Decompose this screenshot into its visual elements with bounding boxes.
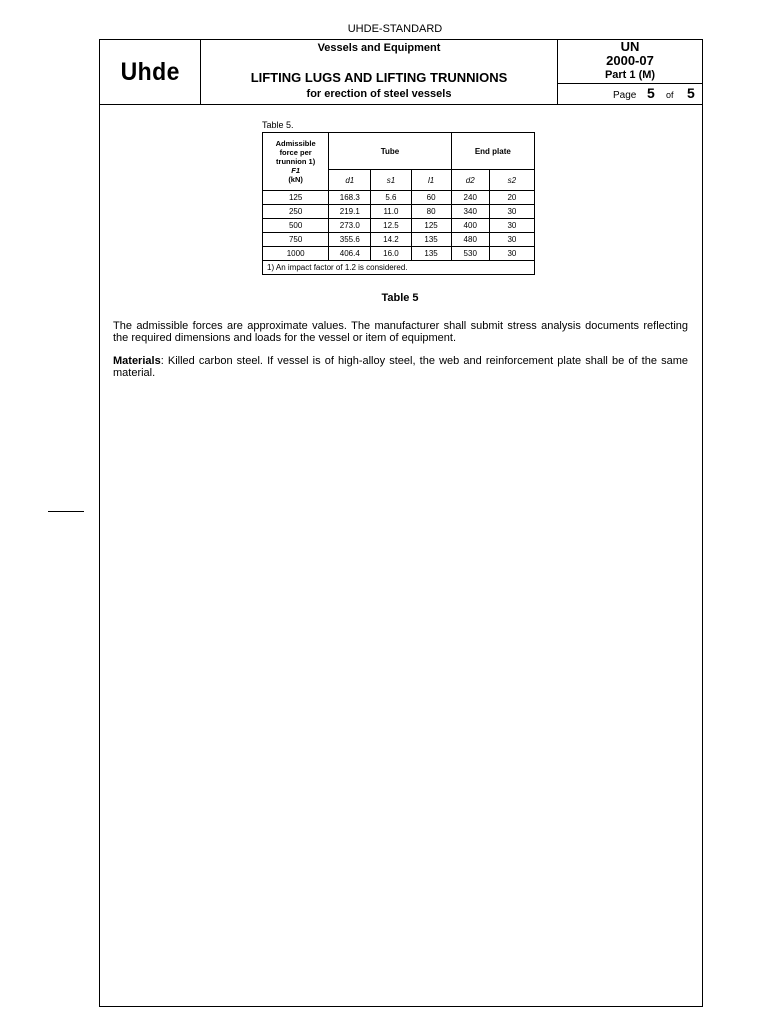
table-cell: 340 bbox=[451, 205, 489, 219]
document-series: Vessels and Equipment bbox=[317, 42, 441, 54]
table-cell: 20 bbox=[489, 191, 534, 205]
page-indicator bbox=[558, 83, 702, 105]
table-cell: 12.5 bbox=[371, 219, 411, 233]
table-row bbox=[263, 219, 535, 233]
force-column-header bbox=[263, 133, 329, 191]
table-cell: 406.4 bbox=[329, 247, 371, 261]
force-header-symbol: F1 bbox=[291, 166, 300, 175]
page-label: Page bbox=[613, 90, 637, 101]
logo-cell bbox=[100, 40, 201, 104]
table-cell: 355.6 bbox=[329, 233, 371, 247]
document-title: LIFTING LUGS AND LIFTING TRUNNIONS bbox=[250, 70, 508, 85]
document-subtitle: for erection of steel vessels bbox=[306, 88, 452, 100]
table-cell: 14.2 bbox=[371, 233, 411, 247]
body-paragraph: The admissible forces are approximate values. The manufacturer shall submit stress analysis documents reflecting the required dimensions and loads for the vessel or item of equipment. bbox=[113, 320, 688, 344]
page-total: 5 bbox=[687, 85, 695, 101]
symbol-header: d2 bbox=[451, 170, 489, 191]
table-cell: 273.0 bbox=[329, 219, 371, 233]
symbol-header: s1 bbox=[371, 170, 411, 191]
end-plate-group-header: End plate bbox=[451, 133, 534, 170]
table-cell: 219.1 bbox=[329, 205, 371, 219]
table-row bbox=[263, 247, 535, 261]
table-cell: 135 bbox=[411, 247, 451, 261]
tube-group-header: Tube bbox=[329, 133, 451, 170]
table-cell: 5.6 bbox=[371, 191, 411, 205]
table-cell: 125 bbox=[263, 191, 329, 205]
table-cell: 168.3 bbox=[329, 191, 371, 205]
margin-mark-line bbox=[48, 511, 84, 512]
table-cell: 480 bbox=[451, 233, 489, 247]
title-cell bbox=[201, 40, 558, 104]
table-cell: 30 bbox=[489, 247, 534, 261]
table-figure-title: Table 5. bbox=[262, 120, 294, 130]
table-row bbox=[263, 233, 535, 247]
table-cell: 750 bbox=[263, 233, 329, 247]
page-number: 5 bbox=[647, 85, 655, 101]
materials-text: : Killed carbon steel. If vessel is of high-alloy steel, the web and reinforcement plate shall be of the same material. bbox=[113, 355, 688, 379]
force-header-unit: (kN) bbox=[288, 175, 303, 184]
table-row bbox=[263, 205, 535, 219]
standard-part: Part 1 (M) bbox=[604, 69, 656, 81]
table-cell: 30 bbox=[489, 219, 534, 233]
symbol-header: s2 bbox=[489, 170, 534, 191]
table-cell: 135 bbox=[411, 233, 451, 247]
table-cell: 30 bbox=[489, 205, 534, 219]
table-footnote: 1) An impact factor of 1.2 is considered. bbox=[263, 261, 535, 275]
symbol-header: d1 bbox=[329, 170, 371, 191]
table-cell: 60 bbox=[411, 191, 451, 205]
document-top-label: UHDE-STANDARD bbox=[347, 23, 443, 35]
force-header-line: trunnion 1) bbox=[276, 157, 316, 166]
force-header-line: Admissible bbox=[275, 139, 316, 148]
table-cell: 80 bbox=[411, 205, 451, 219]
materials-label: Materials bbox=[113, 355, 161, 367]
table-cell: 11.0 bbox=[371, 205, 411, 219]
table-row bbox=[263, 191, 535, 205]
table-cell: 400 bbox=[451, 219, 489, 233]
table-cell: 240 bbox=[451, 191, 489, 205]
materials-paragraph bbox=[113, 355, 688, 379]
standard-code: UN bbox=[620, 39, 640, 54]
table-cell: 30 bbox=[489, 233, 534, 247]
table-cell: 530 bbox=[451, 247, 489, 261]
table-cell: 1000 bbox=[263, 247, 329, 261]
standard-number-cell bbox=[558, 40, 702, 104]
table-cell: 500 bbox=[263, 219, 329, 233]
table-caption: Table 5 bbox=[381, 292, 419, 304]
page-of-label: of bbox=[666, 90, 674, 100]
force-header-line: force per bbox=[279, 148, 312, 157]
table-cell: 125 bbox=[411, 219, 451, 233]
dimensions-table bbox=[262, 132, 535, 275]
company-logo: Uhde bbox=[120, 57, 180, 86]
document-header bbox=[100, 40, 702, 105]
table-cell: 250 bbox=[263, 205, 329, 219]
standard-number: 2000-07 bbox=[606, 53, 654, 68]
table-cell: 16.0 bbox=[371, 247, 411, 261]
symbol-header: l1 bbox=[411, 170, 451, 191]
